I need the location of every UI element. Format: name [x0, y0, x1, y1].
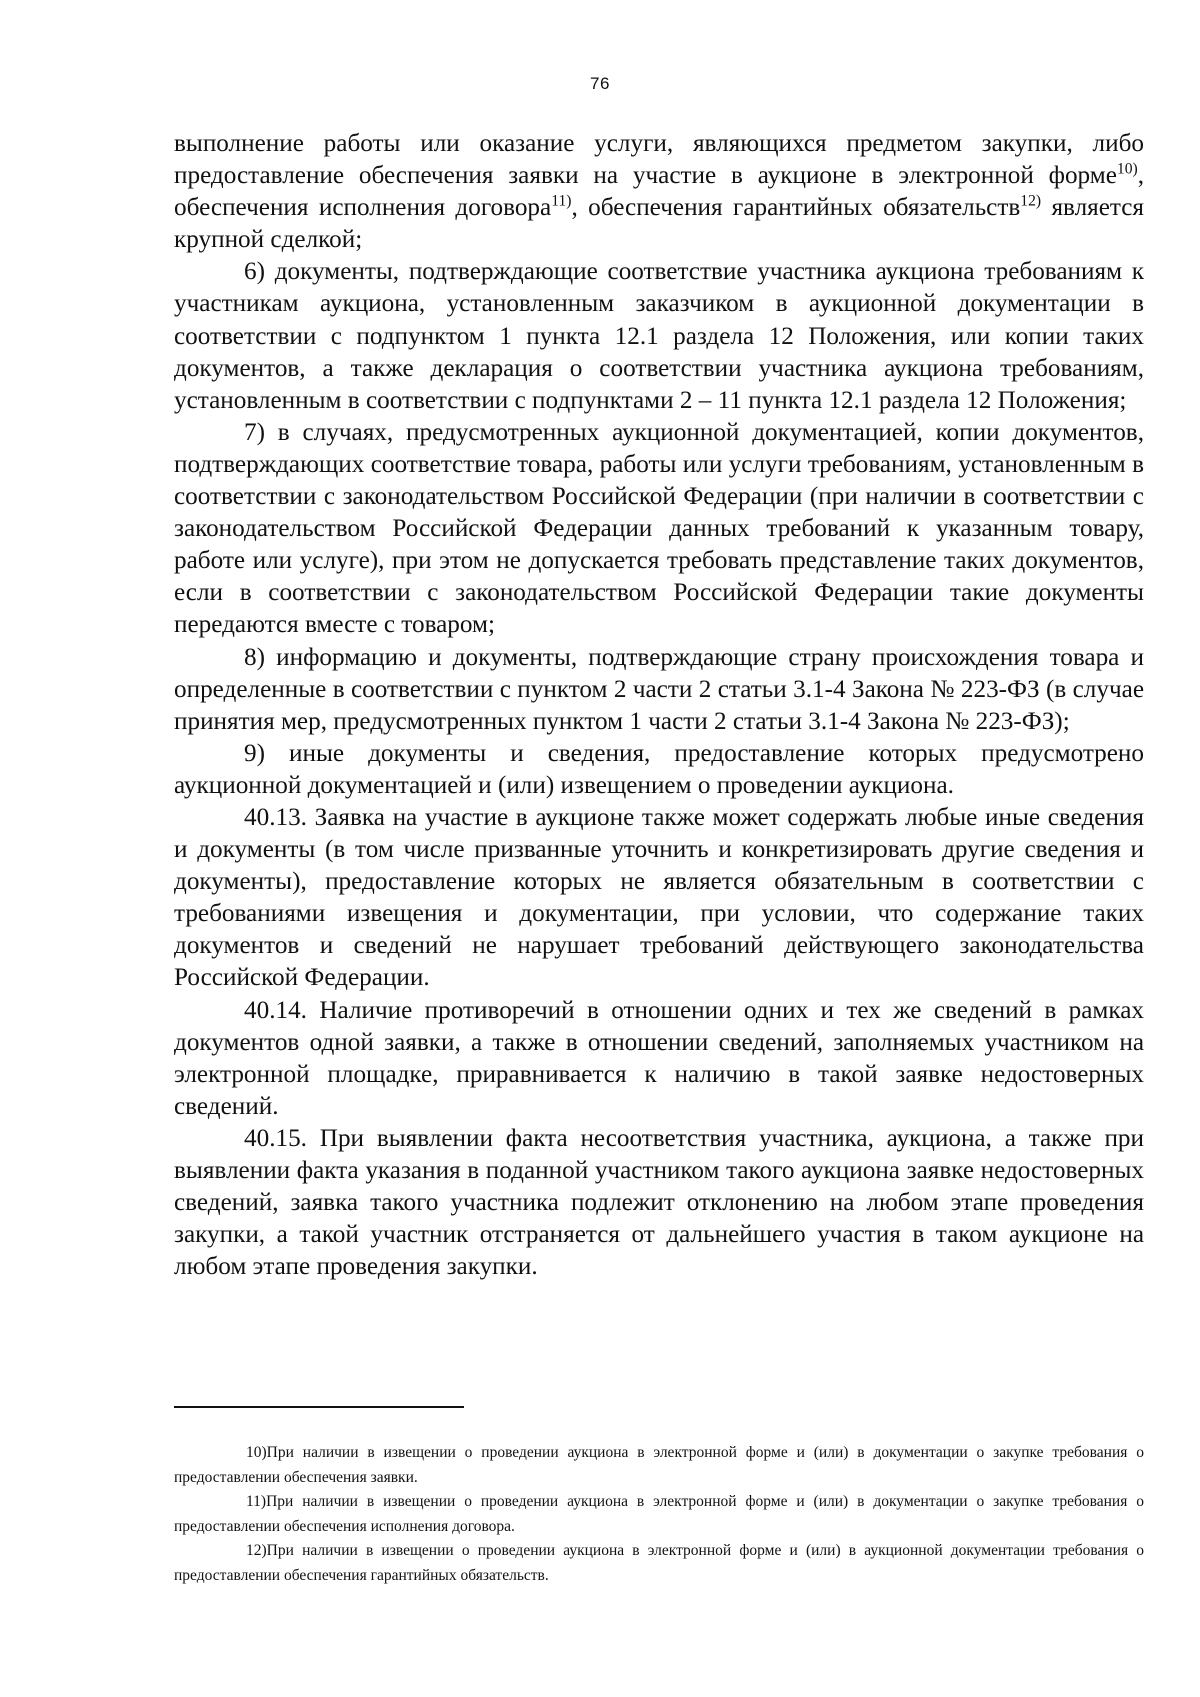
footnote-ref-10: 10): [1116, 160, 1138, 178]
clause-40-14: 40.14. Наличие противоречий в отношении одних и тех же сведений в рамках документов одной заявки, а также в отношении сведений, заполняемых участником на электронной площадке, приравнивается к наличию в такой заявке недостоверных сведений.: [174, 996, 1144, 1120]
list-item-8: 8) информацию и документы, подтверждающие страну происхождения товара и определенные в соответствии с пунктом 2 части 2 статьи 3.1-4 Закона № 223-ФЗ (в случае принятия мер, предусмотренных пунктом 1 части 2 статьи 3.1-4 Закона № 223-ФЗ);: [174, 643, 1144, 735]
footnote-11: 11)При наличии в извещении о проведении аукциона в электронной форме и (или) в документации о закупке требования о предоставлении обеспечения исполнения договора.: [174, 1493, 1144, 1535]
clause-40-15: 40.15. При выявлении факта несоответствия участника, аукциона, а также при выявлении факта указания в поданной участником такого аукциона заявке недостоверных сведений, заявка такого участника подлежит отклонению на любом этапе проведения закупки, а такой участник отстраняется от дальнейшего участия в таком аукционе на любом этапе проведения закупки.: [174, 1124, 1144, 1281]
paragraph-text: , обеспечения исполнения договора: [174, 162, 1144, 222]
paragraph-text: , обеспечения гарантийных обязательств: [571, 194, 1021, 222]
footnote-separator: [174, 1406, 464, 1408]
footnote-12: 12)При наличии в извещении о проведении аукциона в электронной форме и (или) в аукционной документации требования о предоставлении обеспечения гарантийных обязательств.: [174, 1542, 1144, 1584]
paragraph-text: выполнение работы или оказание услуги, являющихся предметом закупки, либо предоставление обеспечения заявки на участие в аукционе в электронной форме: [174, 130, 1144, 190]
footnote-ref-12: 12): [1020, 192, 1042, 210]
clause-40-13: 40.13. Заявка на участие в аукционе также может содержать любые иные сведения и документы (в том числе призванные уточнить и конкретизировать другие сведения и документы), предоставление которых не является обязательным в соответствии с требованиями извещения и документации, при условии, что содержание таких документов и сведений не нарушает требований действующего законодательства Российской Федерации.: [174, 803, 1144, 992]
footnotes-section: [174, 1441, 1144, 1588]
page-number: 76: [590, 74, 610, 93]
list-item-9: 9) иные документы и сведения, предоставление которых предусмотрено аукционной документацией и (или) извещением о проведении аукциона.: [174, 739, 1144, 799]
list-item-7: 7) в случаях, предусмотренных аукционной документацией, копии документов, подтверждающих соответствие товара, работы или услуги требованиям, установленным в соответствии с законодательством Российской Федерации (при наличии в соответствии с законодательством Российской Федерации данных требований к указанным товару, работе или услуге), при этом не допускается требовать представление таких документов, если в соответствии с законодательством Российской Федерации такие документы передаются вместе с товаром;: [174, 418, 1144, 639]
document-body: [174, 128, 1144, 1283]
list-item-6: 6) документы, подтверждающие соответствие участника аукциона требованиям к участникам аукциона, установленным заказчиком в аукционной документации в соответствии с подпунктом 1 пункта 12.1 раздела 12 Положения, или копии таких документов, а также декларация о соответствии участника аукциона требованиям, установленным в соответствии с подпунктами 2 – 11 пункта 12.1 раздела 12 Положения;: [174, 258, 1144, 414]
paragraph-text: является крупной сделкой;: [174, 194, 1145, 254]
footnote-10: 10)При наличии в извещении о проведении аукциона в электронной форме и (или) в документации о закупке требования о предоставлении обеспечения заявки.: [174, 1444, 1144, 1486]
paragraph-continuation: [174, 128, 1144, 256]
footnote-ref-11: 11): [551, 192, 572, 210]
